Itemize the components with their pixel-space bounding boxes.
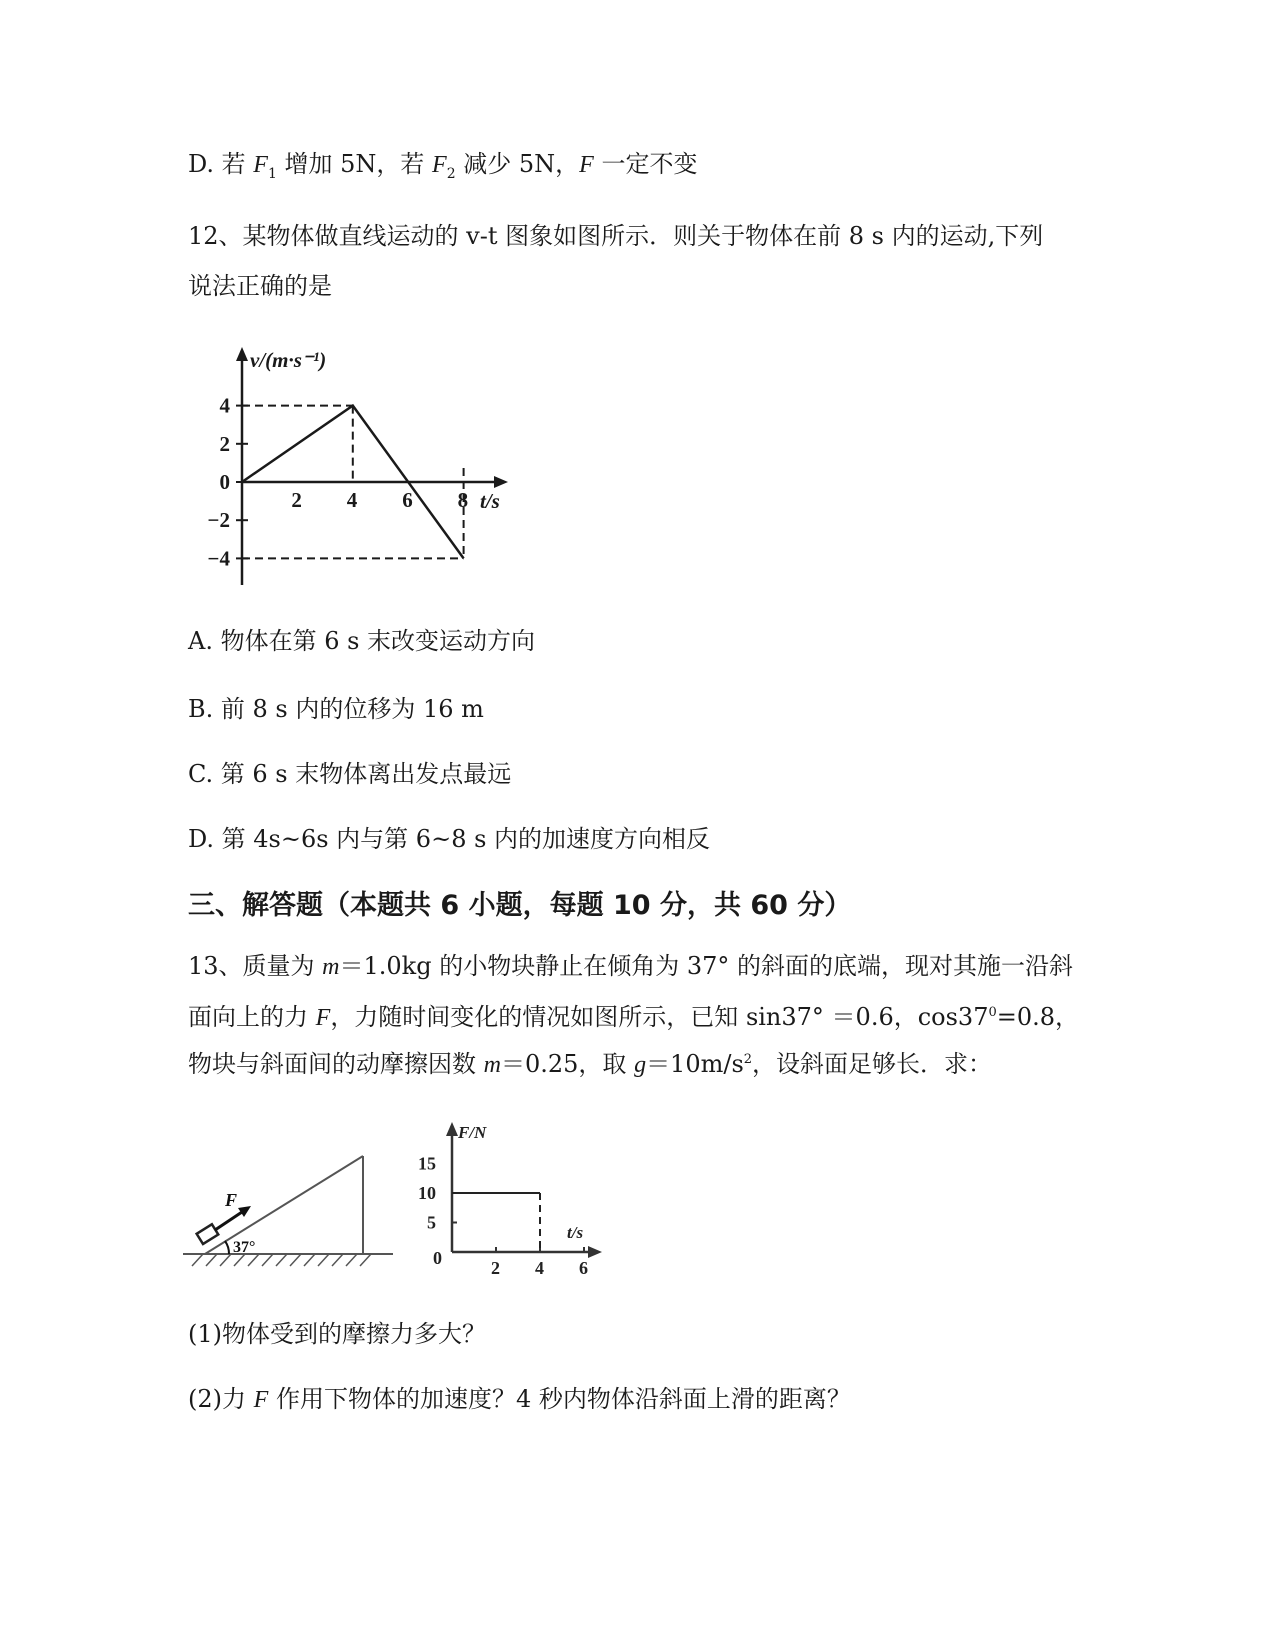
q12-option-a: A. 物体在第 6 s 末改变运动方向 — [188, 627, 536, 655]
force-arrowhead — [238, 1206, 251, 1217]
block — [197, 1224, 219, 1244]
ground-hatch — [346, 1254, 357, 1266]
q13-part1: (1)物体受到的摩擦力多大？ — [188, 1320, 486, 1348]
ft-ylabel: F/N — [458, 1123, 487, 1142]
ground-hatch — [206, 1254, 217, 1266]
q13-line2: 面向上的力 F，力随时间变化的情况如图所示，已知 sin37° ＝0.6，$\cos 37^0=0.8$， — [188, 1003, 1080, 1031]
q12-stem-line2: 说法正确的是 — [188, 272, 332, 300]
ft-y-arrow — [446, 1122, 458, 1136]
q12-option-d: D. 第 4s~6s 内与第 6~8 s 内的加速度方向相反 — [188, 825, 711, 853]
vt-ylabel: v/(m·s⁻¹) — [250, 348, 327, 372]
vt-ytick-label: 2 — [219, 431, 230, 456]
incline-angle-label: 37° — [233, 1239, 256, 1256]
ft-xtick-label: 6 — [579, 1258, 588, 1278]
ground-hatch — [220, 1254, 231, 1266]
vt-ytick-label: −2 — [207, 508, 230, 533]
angle-arc — [225, 1241, 229, 1254]
vt-xtick-label: 4 — [346, 488, 358, 512]
vt-ytick-label: 4 — [219, 393, 230, 418]
q13-line3: 物块与斜面间的动摩擦因数 m＝0.25，取 $g=10m/s^2$，设斜面足够长．求： — [188, 1050, 993, 1078]
q13-force-chart — [412, 1120, 622, 1300]
q13-line1: 13、质量为 m＝1.0kg 的小物块静止在倾角为 37° 的斜面的底端，现对其施一沿斜 — [188, 952, 1074, 980]
ground-hatch — [304, 1254, 315, 1266]
vt-ytick-label: 0 — [219, 470, 230, 494]
ft-ytick-label: 0 — [433, 1248, 442, 1268]
ft-xtick-label: 2 — [491, 1258, 500, 1278]
q12-vt-chart — [190, 345, 500, 595]
q13-part2: (2)力 F 作用下物体的加速度？4 秒内物体沿斜面上滑的距离？ — [188, 1385, 851, 1413]
q12-stem-line1: 12、某物体做直线运动的 v-t 图象如图所示．则关于物体在前 8 s 内的运动,下列 — [188, 222, 1044, 250]
ft-ytick-label: 15 — [418, 1153, 436, 1174]
ground-hatch — [332, 1254, 343, 1266]
ft-ytick-label: 5 — [427, 1212, 436, 1233]
q13-incline-figure — [183, 1150, 403, 1270]
vt-xtick-label: 8 — [457, 488, 469, 512]
section3-heading: 三、解答题（本题共 6 小题，每题 10 分，共 60 分） — [188, 890, 852, 921]
force-arrow — [215, 1210, 245, 1230]
vt-ytick-label: −4 — [207, 546, 230, 571]
q11-option-d: D. 若 $F_1$ 增加 5N，若 $F_2$ 减少 5N，F 一定不变 — [188, 150, 698, 182]
ground-hatch — [318, 1254, 329, 1266]
ft-xtick-label: 4 — [535, 1258, 544, 1278]
ft-ytick-label: 10 — [418, 1183, 436, 1203]
ground-hatch — [192, 1254, 203, 1266]
ground-hatch — [262, 1254, 273, 1266]
q12-option-b: B. 前 8 s 内的位移为 16 m — [188, 695, 484, 723]
vt-xlabel: t/s — [480, 489, 500, 513]
vt-xtick-label: 2 — [291, 488, 302, 512]
q12-option-c: C. 第 6 s 末物体离出发点最远 — [188, 760, 512, 788]
ground-hatch — [276, 1254, 287, 1266]
incline-force-label: F — [225, 1190, 238, 1210]
vt-xtick-label: 6 — [402, 488, 413, 512]
ft-xlabel: t/s — [567, 1223, 584, 1242]
ft-x-arrow — [588, 1246, 602, 1258]
ground-hatch — [290, 1254, 301, 1266]
vt-y-arrow — [236, 347, 248, 361]
vt-x-arrow — [494, 476, 508, 488]
ground-hatch — [360, 1254, 371, 1266]
